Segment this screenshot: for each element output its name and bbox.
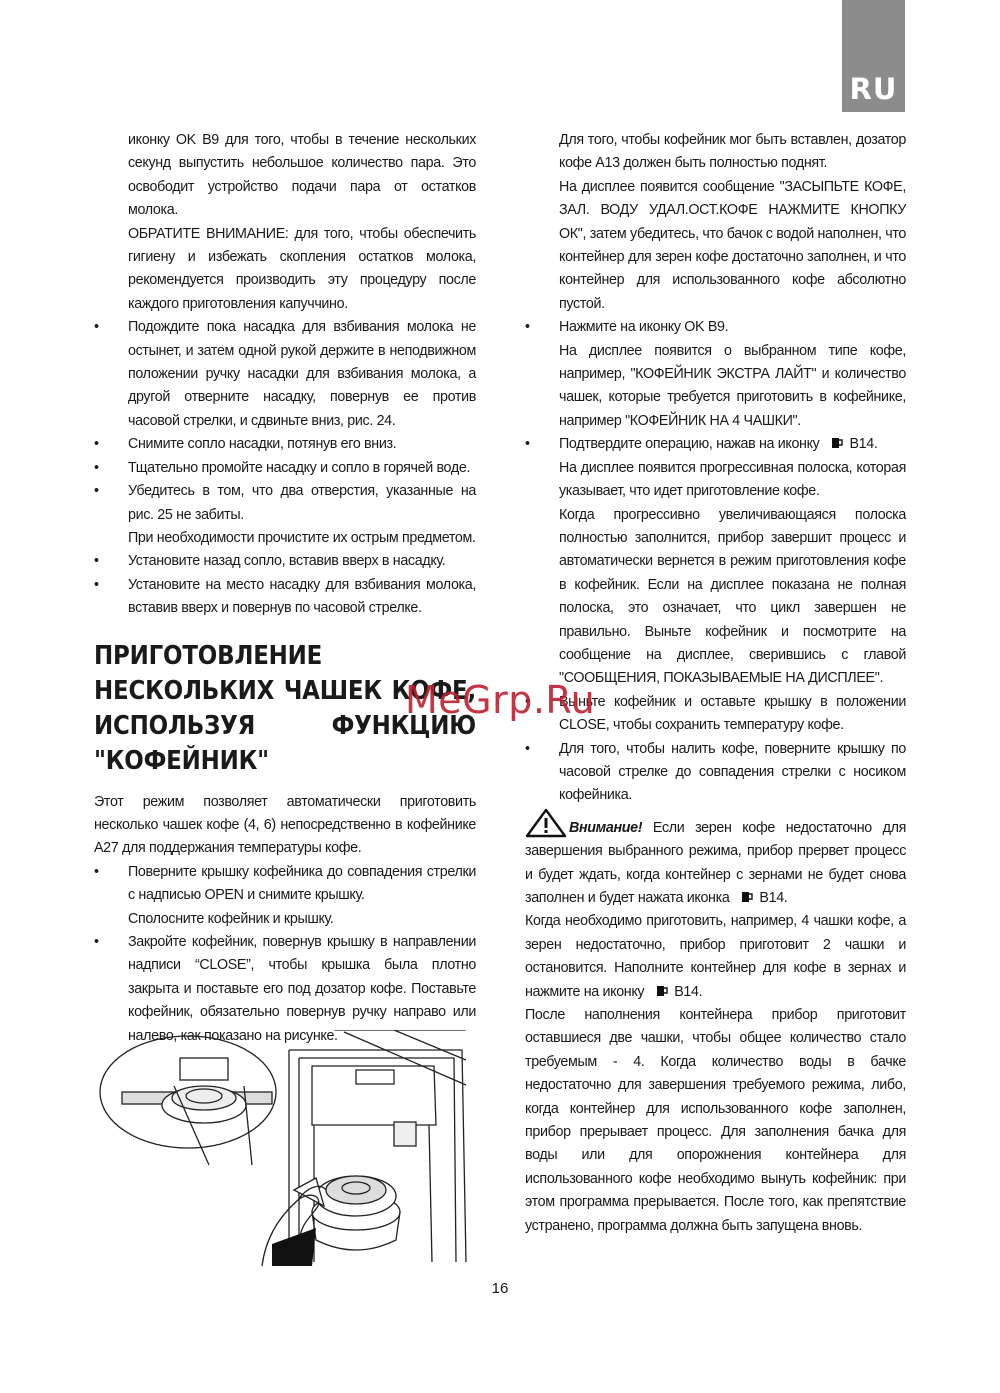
left-column xyxy=(94,129,476,1048)
warning-paragraph xyxy=(525,808,906,911)
list-item-continuation: На дисплее появится прогрессивная полоска, которая указывает, что идет приготовление кофе. xyxy=(559,459,906,500)
list-item: • Снимите сопло насадки, потянув его вниз. xyxy=(94,433,476,456)
list-item: • Нажмите на иконку OK B9. xyxy=(525,316,906,339)
list-item-continuation: Сполосните кофейник и крышку. xyxy=(128,910,334,927)
paragraph: иконку OK B9 для того, чтобы в течение нескольких секунд выпустить небольшое количество пара. Это освободит устройство подачи пара от остатков молока. xyxy=(128,132,476,219)
list-item-continuation: Когда прогрессивно увеличивающаяся полоска полностью заполнится, прибор завершит процесс и автоматически вернется в режим приготовления кофе в кофейник. Если на дисплее показана не полная полоска, это означает, что цикл завершен не правильно. Выньте кофейник и посмотрите на сообщение на дисплее, сверившись с главой "СООБЩЕНИЯ, ПОКАЗЫВАЕМЫЕ НА ДИСПЛЕЕ". xyxy=(559,506,906,687)
language-tab xyxy=(842,0,905,112)
list-item: • Подождите пока насадка для взбивания молока не остынет, и затем одной рукой держите в неподвижном положении ручку насадки для взбивания молока, а другой отверните насадку, повернув ее против часовой стрелки, и сдвиньте вниз, рис. 24. xyxy=(94,316,476,433)
coffee-pot-illustration xyxy=(94,1030,476,1266)
icon-reference: B14. xyxy=(674,983,703,1000)
coffee-pot-icon xyxy=(654,984,668,998)
list-item: • Тщательно промойте насадку и сопло в горячей воде. xyxy=(94,457,476,480)
intro-paragraph: Этот режим позволяет автоматически приготовить несколько чашек кофе (4, 6) непосредственно в кофейнике A27 для поддержания температуры кофе. xyxy=(94,793,476,857)
list-item: • Закройте кофейник, повернув крышку в направлении надписи “CLOSE”, чтобы крышка была плотно закрыта и поставьте его под дозатор кофе. Поставьте кофейник, обязательно повернув ручку направо или налево, как показано на рисунке. xyxy=(94,931,476,1048)
list-item-text: Подтвердите операцию, нажав на иконку xyxy=(559,436,820,453)
list-item: • Для того, чтобы налить кофе, поверните крышку по часовой стрелке до совпадения стрелки с носиком кофейника. xyxy=(525,738,906,808)
warning-text: Если зерен кофе недостаточно для завершения выбранного режима, прибор прервет процесс и будет ждать, когда контейнер с зернами не будет снова заполнен и будет нажата иконка xyxy=(525,819,906,906)
warning-triangle-icon xyxy=(525,808,567,838)
paragraph: На дисплее появится сообщение "ЗАСЫПЬТЕ КОФЕ, ЗАЛ. ВОДУ УДАЛ.ОСТ.КОФЕ НАЖМИТЕ КНОПКУ ОК", затем убедитесь, что бачок с водой наполнен, что контейнер для зерен кофе достаточно заполнен, и что контейнер для использованного кофе абсолютно пустой. xyxy=(559,178,906,312)
coffee-pot-icon xyxy=(829,436,843,450)
list-item xyxy=(525,433,906,456)
paragraph: После наполнения контейнера прибор приготовит оставшиеся две чашки, чтобы общее количество стало требуемым - 4. Когда количество воды в бачке недостаточно для завершения требуемого режима, либо, когда контейнер для использованного кофе заполнен, прибор прерывает процесс. Для заполнения бачка для воды или для опорожнения контейнера для использованного кофе необходимо вынуть кофейник: при этом программа прерывается. После того, как препятствие устранено, программа должна быть запущена вновь. xyxy=(525,1007,906,1234)
list-item: • Убедитесь в том, что два отверстия, указанные на рис. 25 не забиты. xyxy=(94,480,476,527)
paragraph: Для того, чтобы кофейник мог быть вставлен, дозатор кофе A13 должен быть полностью поднят. xyxy=(559,132,906,172)
watermark: MeGrp.Ru xyxy=(405,678,596,722)
icon-reference: B14. xyxy=(849,436,878,453)
paragraph xyxy=(525,910,906,1004)
list-item: • Установите назад сопло, вставив вверх в насадку. xyxy=(94,550,476,573)
warning-label: Внимание! xyxy=(569,819,643,836)
section-heading: ПРИГОТОВЛЕНИЕ НЕСКОЛЬКИХ ЧАШЕК КОФЕ, ИСПОЛЬЗУЯ ФУНКЦИЮ "КОФЕЙНИК" xyxy=(94,640,476,776)
language-label: RU xyxy=(849,72,898,106)
icon-reference: B14. xyxy=(759,890,788,906)
list-item: • Установите на место насадку для взбивания молока, вставив вверх и повернув по часовой стрелке. xyxy=(94,574,476,621)
page-number: 16 xyxy=(491,1280,509,1297)
note-paragraph: ОБРАТИТЕ ВНИМАНИЕ: для того, чтобы обеспечить гигиену и избежать скопления остатков молока, рекомендуется производить эту процедуру после каждого приготовления капуччино. xyxy=(128,225,476,312)
list-item: • Поверните крышку кофейника до совпадения стрелки с надписью OPEN и снимите крышку. xyxy=(94,861,476,908)
list-item: • Выньте кофейник и оставьте крышку в положении CLOSE, чтобы сохранить температуру кофе. xyxy=(525,691,906,738)
paragraph-text: Когда необходимо приготовить, например, 4 чашки кофе, а зерен недостаточно, прибор приготовит 2 чашки и остановится. Наполните контейнер для кофе в зернах и нажмите на иконку xyxy=(525,913,906,1000)
list-item-continuation: При необходимости прочистите их острым предметом. xyxy=(128,529,476,546)
coffee-pot-icon xyxy=(739,890,753,904)
list-item-continuation: На дисплее появится о выбранном типе кофе, например, "КОФЕЙНИК ЭКСТРА ЛАЙТ" и количество чашек, которые требуется приготовить в кофейнике, например "КОФЕЙНИК НА 4 ЧАШКИ". xyxy=(559,342,906,429)
